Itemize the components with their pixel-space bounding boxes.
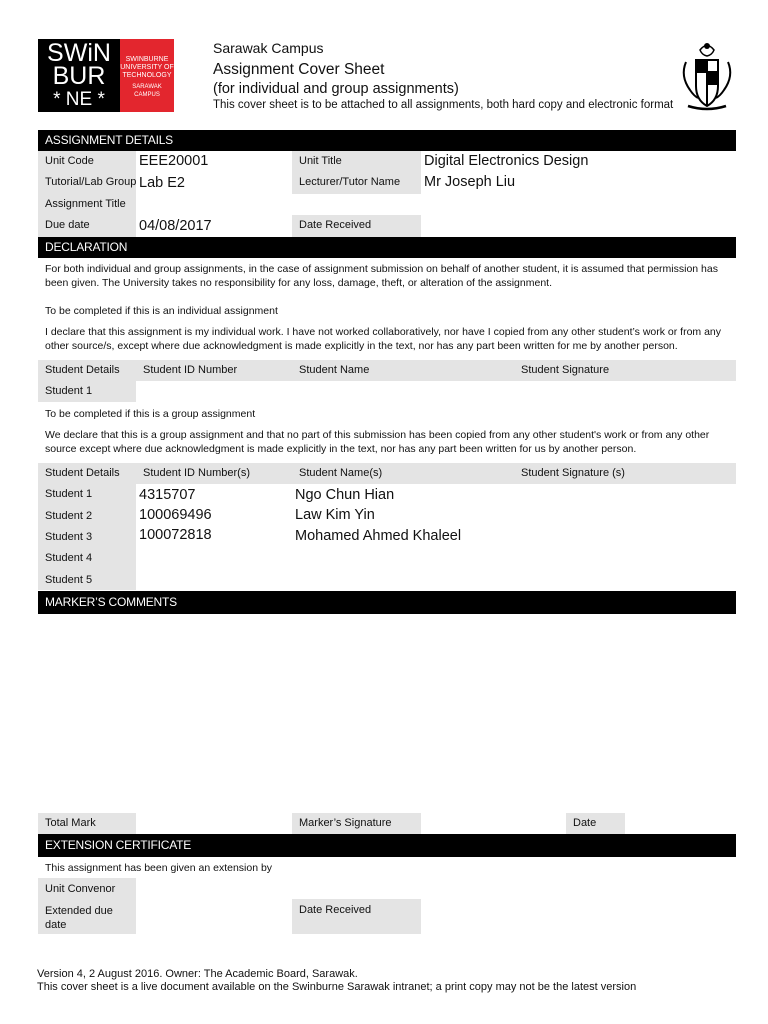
unit-title-value[interactable]: Digital Electronics Design: [424, 153, 589, 169]
logo-sub-1: SWINBURNE: [125, 56, 169, 63]
section-extension-certificate: EXTENSION CERTIFICATE: [38, 834, 736, 857]
group-col-id: Student ID Number(s): [143, 467, 250, 479]
unit-code-label: Unit Code: [45, 155, 94, 167]
individual-heading: To be completed if this is an individual assignment: [45, 305, 278, 317]
unit-convenor-label: Unit Convenor: [45, 883, 116, 895]
group-student-2-label: Student 2: [45, 510, 93, 522]
logo-line-2: BUR: [52, 62, 106, 90]
individual-student-1-label: Student 1: [45, 385, 93, 397]
individual-col-id: Student ID Number: [143, 364, 238, 376]
group-student-1-label: Student 1: [45, 488, 93, 500]
logo-sub-2: UNIVERSITY OF: [120, 64, 174, 71]
page-title: Assignment Cover Sheet: [213, 61, 385, 78]
marker-signature-label: Marker’s Signature: [299, 817, 392, 829]
logo-line-3: * NE *: [53, 89, 105, 110]
individual-col-signature: Student Signature: [521, 364, 610, 376]
page-subtitle: (for individual and group assignments): [213, 81, 459, 97]
individual-col-details: Student Details: [45, 364, 120, 376]
logo-campus: SARAWAK CAMPUS: [132, 84, 162, 98]
extension-date-received-label: Date Received: [299, 904, 372, 916]
lecturer-value[interactable]: Mr Joseph Liu: [424, 174, 516, 190]
footer-version: Version 4, 2 August 2016. Owner: The Academic Board, Sarawak.: [37, 968, 358, 980]
individual-declaration: I declare that this assignment is my individual work. I have not worked collaboratively, nor have I copied from any other student’s work or from any other source/s, except where due acknowledgment is made explicitly in the text, nor has any part been written for me by another person.: [45, 326, 722, 352]
coat-of-arms-icon: [678, 40, 736, 114]
declaration-intro: For both individual and group assignments, in the case of assignment submission on behalf of another student, it is assumed that permission has been given. The University takes no responsibility for any loss, damage, theft, or alteration of the assignment.: [45, 263, 718, 289]
date-received-label: Date Received: [299, 219, 372, 231]
group-student-4-label: Student 4: [45, 552, 93, 564]
group-student-3-label: Student 3: [45, 531, 93, 543]
group-student-2-name[interactable]: Law Kim Yin: [295, 507, 375, 523]
logo-wordmark: [38, 39, 120, 112]
due-date-value[interactable]: 04/08/2017: [139, 218, 212, 234]
logo-line-1: SWiN: [47, 39, 111, 67]
group-student-3-name[interactable]: Mohamed Ahmed Khaleel: [295, 528, 462, 544]
group-col-details: Student Details: [45, 467, 120, 479]
tutorial-group-label: Tutorial/Lab Group: [45, 176, 137, 188]
markers-comments-area[interactable]: [38, 614, 736, 812]
group-student-2-id[interactable]: 100069496: [139, 507, 212, 523]
section-declaration: DECLARATION: [38, 237, 736, 258]
group-col-name: Student Name(s): [299, 467, 383, 479]
lecturer-label: Lecturer/Tutor Name: [299, 176, 401, 188]
due-date-label: Due date: [45, 219, 90, 231]
extended-due-date-label: Extended due date: [45, 905, 113, 931]
cover-sheet-note: This cover sheet is to be attached to all assignments, both hard copy and electronic format: [213, 99, 674, 111]
group-student-1-name[interactable]: Ngo Chun Hian: [295, 487, 395, 503]
group-student-5-label: Student 5: [45, 574, 93, 586]
assignment-title-label: Assignment Title: [45, 198, 126, 210]
tutorial-group-value[interactable]: Lab E2: [139, 175, 185, 191]
swinburne-logo: [38, 39, 174, 112]
group-heading: To be completed if this is a group assignment: [45, 408, 256, 420]
section-markers-comments: MARKER’S COMMENTS: [38, 591, 736, 614]
logo-sub-3: TECHNOLOGY: [122, 72, 172, 79]
logo-red-panel: [120, 39, 174, 112]
unit-title-label: Unit Title: [299, 155, 342, 167]
extension-text: This assignment has been given an extension by: [45, 862, 273, 874]
total-mark-label: Total Mark: [45, 817, 96, 829]
group-student-1-id[interactable]: 4315707: [139, 487, 196, 503]
group-col-signature: Student Signature (s): [521, 467, 625, 479]
footer-note: This cover sheet is a live document available on the Swinburne Sarawak intranet; a print copy may not be the latest version: [37, 981, 637, 993]
individual-col-name: Student Name: [299, 364, 370, 376]
group-declaration: We declare that this is a group assignment and that no part of this submission has been copied from any other student's work or from any other source except where due acknowledgment is made explicitly in the text, nor has any part been written for us by another person.: [45, 429, 710, 455]
campus-name: Sarawak Campus: [213, 40, 324, 56]
marking-date-label: Date: [573, 817, 597, 829]
section-assignment-details: ASSIGNMENT DETAILS: [38, 130, 736, 151]
group-student-3-id[interactable]: 100072818: [139, 527, 212, 543]
unit-code-value[interactable]: EEE20001: [139, 153, 209, 169]
